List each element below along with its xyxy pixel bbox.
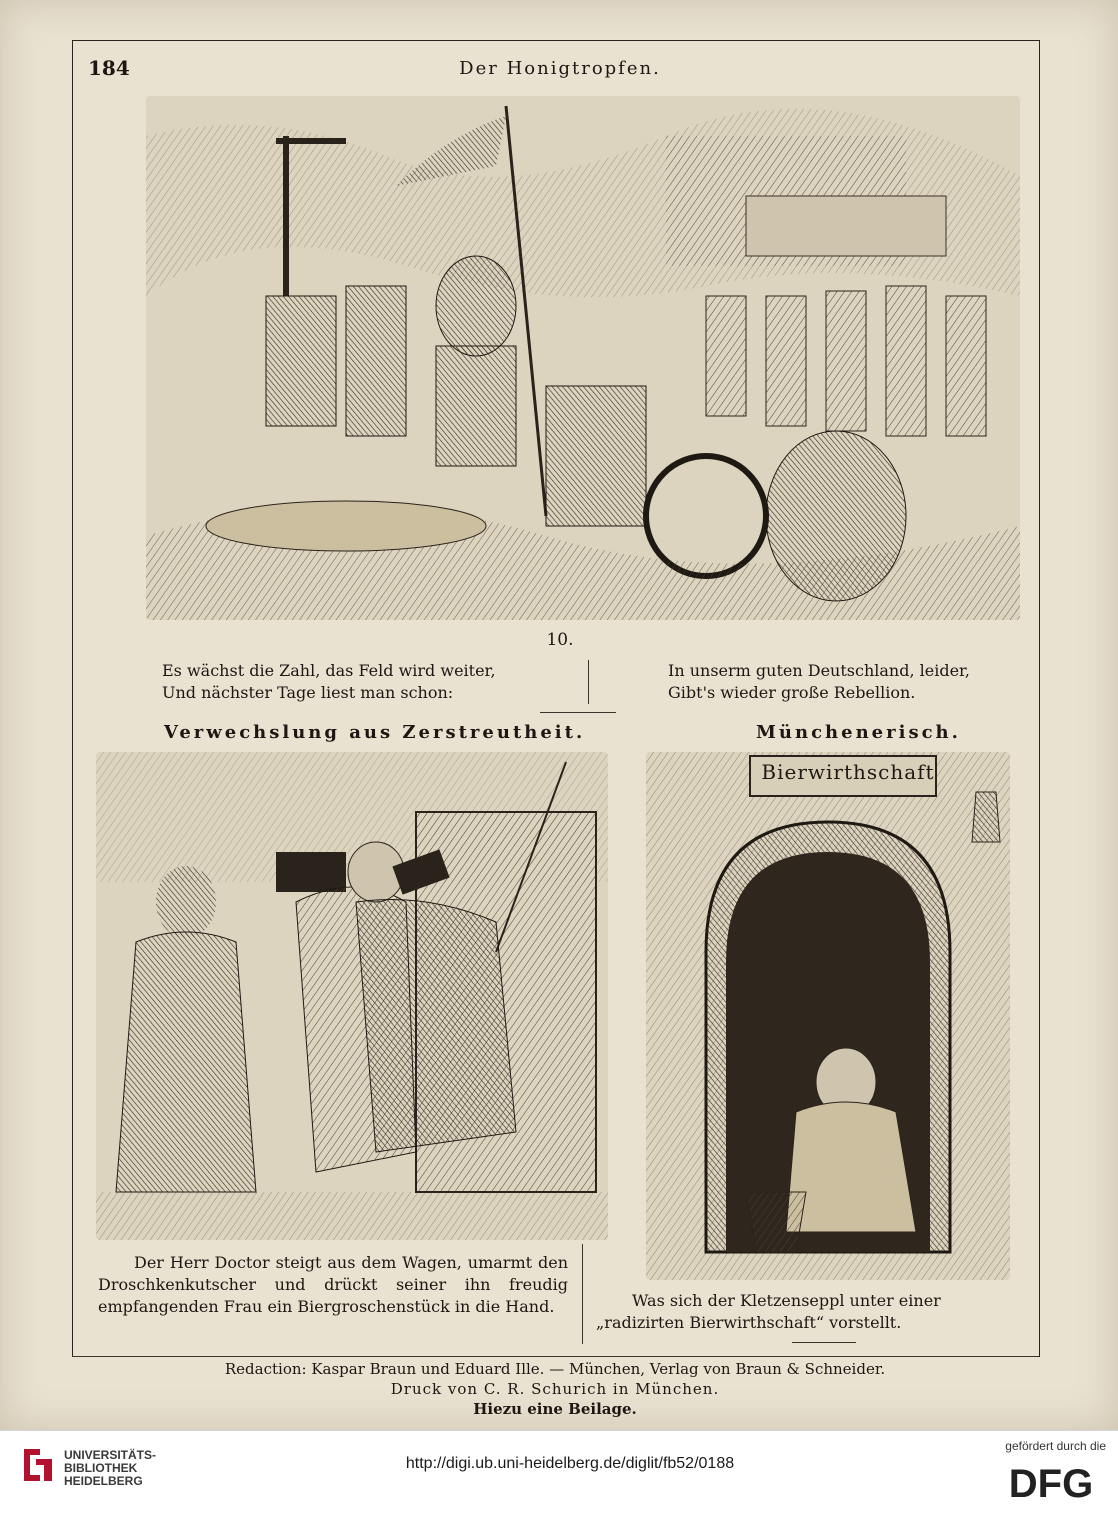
library-name-line: UNIVERSITÄTS- xyxy=(64,1448,157,1462)
imprint-line: Hiezu eine Beilage. xyxy=(473,1400,637,1418)
verse-line: Und nächster Tage liest man schon: xyxy=(162,683,454,702)
bierwirthschaft-sign: Bierwirthschaft xyxy=(761,760,935,784)
battle-scene-engraving-icon xyxy=(146,96,1020,620)
verse-right xyxy=(668,660,970,704)
imprint-line: Druck von C. R. Schurich in München. xyxy=(390,1380,720,1398)
viewer-footer-bar xyxy=(0,1430,1118,1513)
imprint-line: Redaction: Kaspar Braun und Eduard Ille. — München, Verlag von Braun & Schneider. xyxy=(224,1360,886,1378)
verse-line: Gibt's wieder große Rebellion. xyxy=(668,683,916,702)
library-name xyxy=(64,1449,156,1488)
beer-house-doorway-engraving-icon xyxy=(646,752,1010,1280)
verse-divider xyxy=(588,660,589,704)
left-heading: Verwechslung aus Zerstreutheit. xyxy=(164,722,586,743)
verse-line: Es wächst die Zahl, das Feld wird weiter, xyxy=(162,661,496,680)
imprint-rule xyxy=(72,1356,1038,1357)
caption-number: 10. xyxy=(546,630,574,650)
caption-end-rule xyxy=(792,1342,856,1343)
library-name-line: BIBLIOTHEK xyxy=(64,1461,138,1475)
university-library-logo-icon xyxy=(20,1445,56,1485)
battle-scene-illustration xyxy=(146,96,1020,620)
verse-left xyxy=(162,660,496,704)
dfg-logo-icon xyxy=(1000,1461,1102,1503)
right-heading: Münchenerisch. xyxy=(756,722,961,743)
page-number: 184 xyxy=(88,56,130,80)
funding-label: gefördert durch die xyxy=(1005,1439,1106,1453)
beer-house-illustration xyxy=(646,752,1010,1280)
dfg-logo-text: DFG xyxy=(1008,1462,1094,1503)
caption-divider xyxy=(582,1244,583,1344)
carriage-street-illustration xyxy=(96,752,608,1240)
verse-line: In unserm guten Deutschland, leider, xyxy=(668,661,971,680)
running-title: Der Honigtropfen. xyxy=(459,58,661,79)
left-caption: Der Herr Doctor steigt aus dem Wagen, umarmt den Droschkenkutscher und drückt seiner ihn freudig empfangenden Frau ein Biergroschenstück in die Hand. xyxy=(98,1253,568,1316)
permalink-url[interactable]: http://digi.ub.uni-heidelberg.de/diglit/fb52/0188 xyxy=(405,1455,735,1472)
carriage-street-engraving-icon xyxy=(96,752,608,1240)
right-caption: Was sich der Kletzenseppl unter einer „radizirten Bierwirthschaft“ vorstellt. xyxy=(596,1291,941,1332)
library-name-line: HEIDELBERG xyxy=(64,1474,143,1488)
section-divider xyxy=(540,712,616,713)
